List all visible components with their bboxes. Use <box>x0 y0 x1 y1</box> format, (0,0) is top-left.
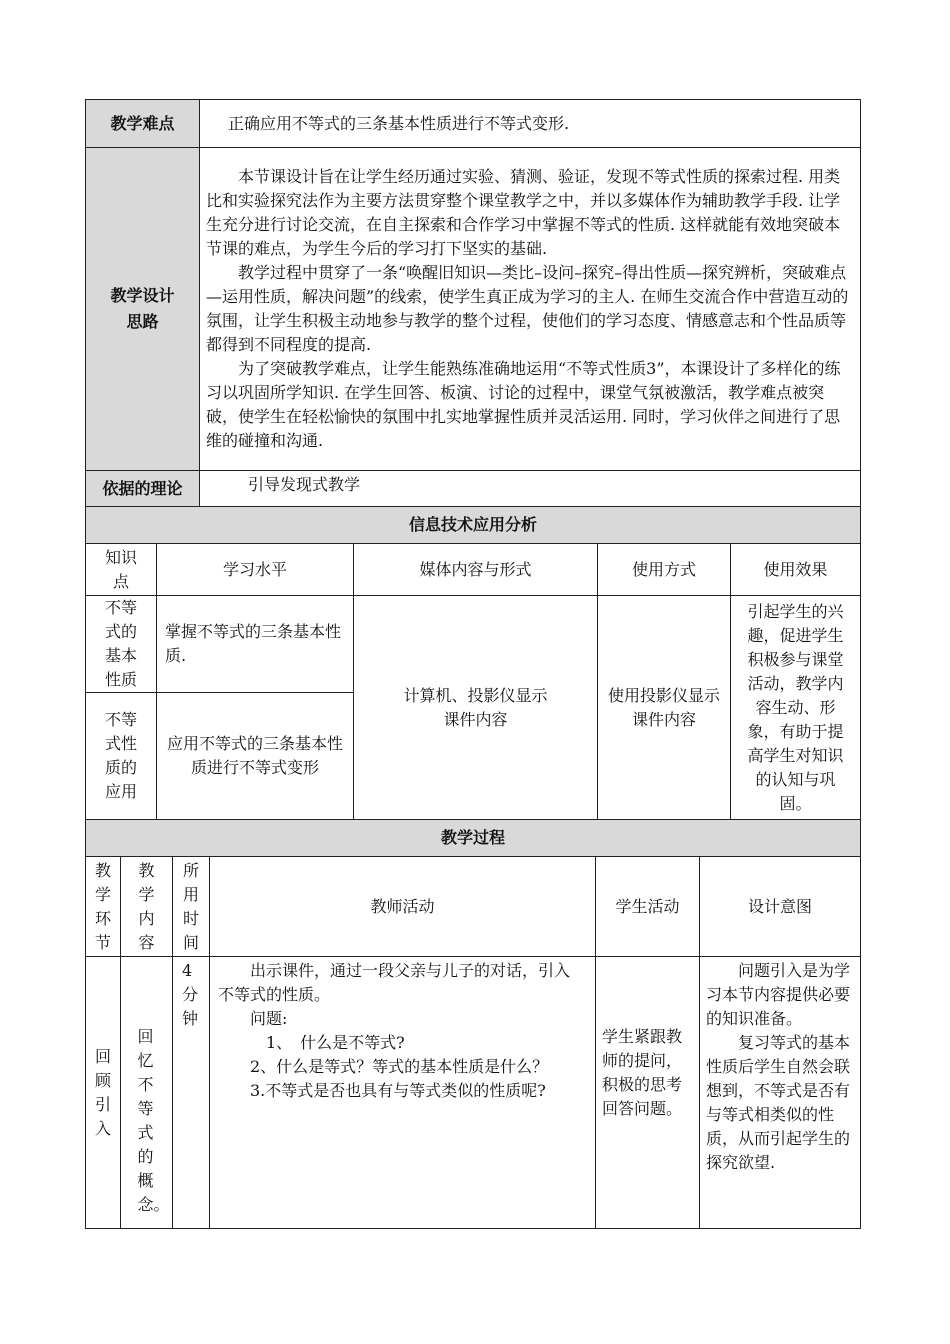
header-content: 教学内容 <box>121 857 173 957</box>
header-teacher: 教师活动 <box>210 857 596 957</box>
design-table <box>85 99 861 507</box>
header-media: 媒体内容与形式 <box>354 544 598 596</box>
knowledge-point-1: 不等式的基本性质 <box>86 596 157 693</box>
knowledge-point-2: 不等式性质的应用 <box>86 693 157 820</box>
intent-paragraph-1: 问题引入是为学习本节内容提供必要的知识准备。 <box>706 961 851 1028</box>
process-section-title: 教学过程 <box>86 820 861 857</box>
header-knowledge-point: 知识点 <box>86 544 157 596</box>
teacher-question-2: 2、什么是等式？等式的基本性质是什么？ <box>250 1057 549 1076</box>
learning-level-1: 掌握不等式的三条基本性质. <box>157 596 354 693</box>
student-activity-cell: 学生紧跟教师的提问，积极的思考回答问题。 <box>596 957 700 1229</box>
theory-label: 依据的理论 <box>86 471 200 507</box>
difficulty-text: 正确应用不等式的三条基本性质进行不等式变形. <box>200 100 861 148</box>
time-cell: 4分钟 <box>173 957 210 1229</box>
teacher-activity-cell <box>210 957 596 1229</box>
lesson-plan <box>85 99 860 1229</box>
usage-cell: 使用投影仪显示课件内容 <box>598 596 731 820</box>
design-text <box>200 148 861 471</box>
teacher-question-3: 3.不等式是否也具有与等式类似的性质呢? <box>250 1081 546 1100</box>
header-usage: 使用方式 <box>598 544 731 596</box>
learning-level-2: 应用不等式的三条基本性质进行不等式变形 <box>157 693 354 820</box>
teacher-question-label: 问题: <box>250 1009 288 1028</box>
design-paragraph-2: 教学过程中贯穿了一条“唤醒旧知识—类比–设问–探究–得出性质—探究辨析，突破难点—运用性质，解决问题”的线索，使学生真正成为学习的主人. 在师生交流合作中营造互动的氛围，让学生积极主动地参与教学的整个过程，使他们的学习态度、情感意志和个性品质等都得到不同程度的提高. <box>206 263 849 354</box>
header-learning-level: 学习水平 <box>157 544 354 596</box>
header-intent: 设计意图 <box>700 857 861 957</box>
design-paragraph-3: 为了突破教学难点，让学生能熟练准确地运用“不等式性质3”，本课设计了多样化的练习以巩固所学知识. 在学生回答、板演、讨论的过程中，课堂气氛被激活，教学难点被突破，使学生在轻松愉快的氛围中扎实地掌握性质并灵活运用. 同时，学习伙伴之间进行了思维的碰撞和沟通. <box>206 359 841 450</box>
theory-text: 引导发现式教学 <box>200 471 861 507</box>
stage-cell: 回顾引入 <box>86 957 121 1229</box>
info-section-title: 信息技术应用分析 <box>86 507 861 544</box>
header-time: 所用时间 <box>173 857 210 957</box>
effect-cell: 引起学生的兴趣，促进学生积极参与课堂活动，教学内容生动、形象，有助于提高学生对知识的认知与巩固。 <box>731 596 861 820</box>
difficulty-label: 教学难点 <box>86 100 200 148</box>
header-student: 学生活动 <box>596 857 700 957</box>
content-cell: 回忆不等式的概念。 <box>121 957 173 1229</box>
process-table <box>85 819 861 1229</box>
info-table <box>85 506 861 820</box>
header-effect: 使用效果 <box>731 544 861 596</box>
intent-paragraph-2: 复习等式的基本性质后学生自然会联想到，不等式是否有与等式相类似的性质，从而引起学生的探究欲望. <box>706 1033 851 1172</box>
design-paragraph-1: 本节课设计旨在让学生经历通过实验、猜测、验证，发现不等式性质的探索过程. 用类比和实验探究法作为主要方法贯穿整个课堂教学之中，并以多媒体作为辅助教学手段. 让学生充分进行讨论交流，在自主探索和合作学习中掌握不等式的性质. 这样就能有效地突破本节课的难点，为学生今后的学习打下坚实的基础. <box>206 167 841 258</box>
media-cell: 计算机、投影仪显示课件内容 <box>354 596 598 820</box>
teacher-question-1: 1、 什么是不等式? <box>266 1033 405 1052</box>
design-label: 教学设计思路 <box>86 148 200 471</box>
teacher-intro: 出示课件，通过一段父亲与儿子的对话，引入不等式的性质。 <box>218 961 571 1004</box>
design-intent-cell <box>700 957 861 1229</box>
header-stage: 教学环节 <box>86 857 121 957</box>
